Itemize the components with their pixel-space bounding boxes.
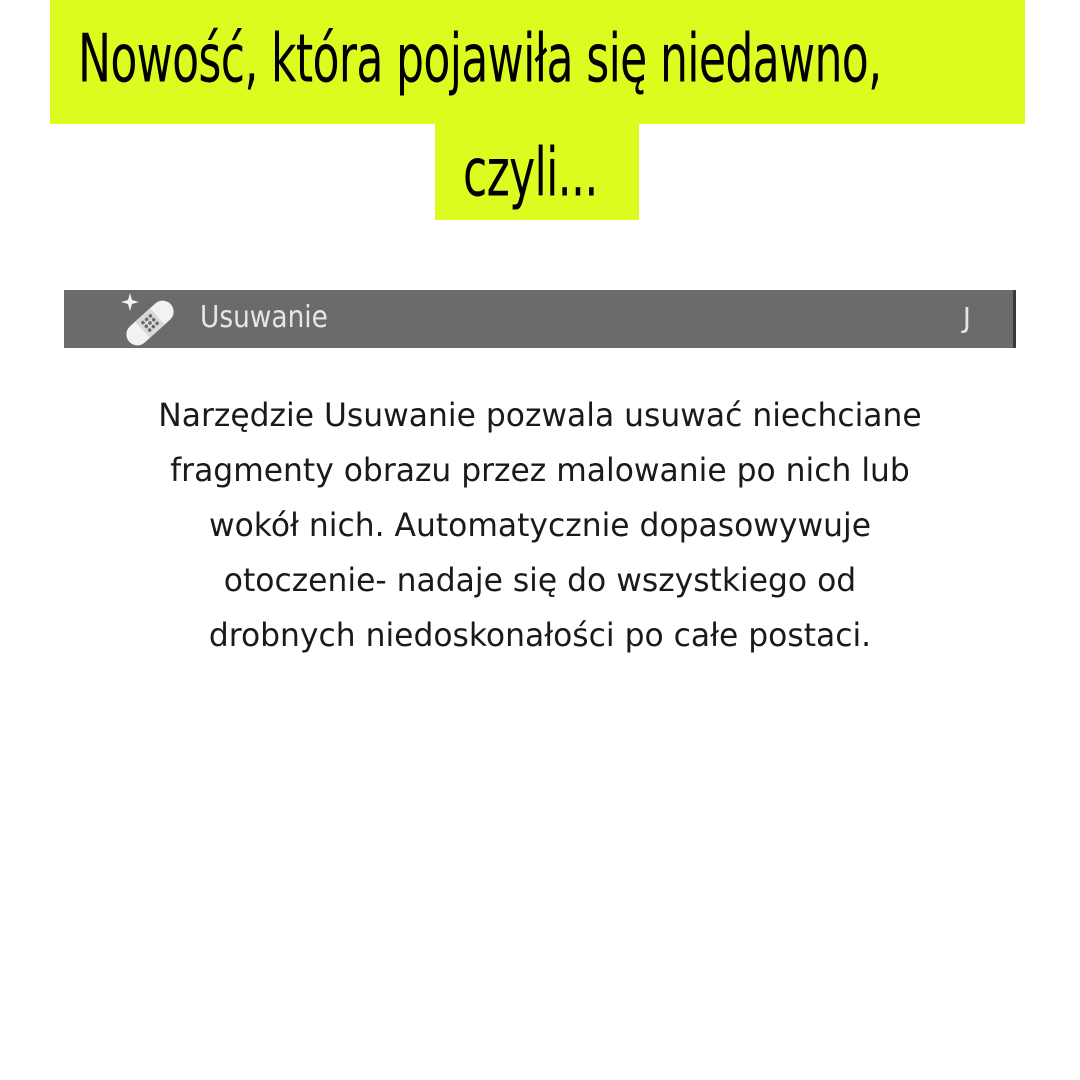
tool-label: Usuwanie bbox=[200, 300, 328, 335]
headline-line-2: czyli... bbox=[463, 134, 598, 213]
headline bbox=[0, 0, 1080, 230]
description-line-2: fragmenty obrazu przez malowanie po nich lub bbox=[170, 451, 910, 489]
description-line-3: wokół nich. Automatycznie dopasowywuje bbox=[208, 506, 872, 544]
remove-tool-menu-item[interactable] bbox=[64, 290, 1016, 348]
headline-line-1: Nowość, która pojawiła się niedawno, bbox=[78, 20, 882, 99]
description-paragraph bbox=[80, 388, 1000, 663]
bandage-icon bbox=[116, 291, 178, 347]
description-line-1: Narzędzie Usuwanie pozwala usuwać niechciane bbox=[158, 396, 922, 434]
tool-shortcut-key: J bbox=[962, 301, 971, 334]
description-line-4: otoczenie- nadaje się do wszystkiego od bbox=[223, 561, 857, 599]
description-line-5: drobnych niedoskonałości po całe postaci. bbox=[208, 616, 872, 654]
